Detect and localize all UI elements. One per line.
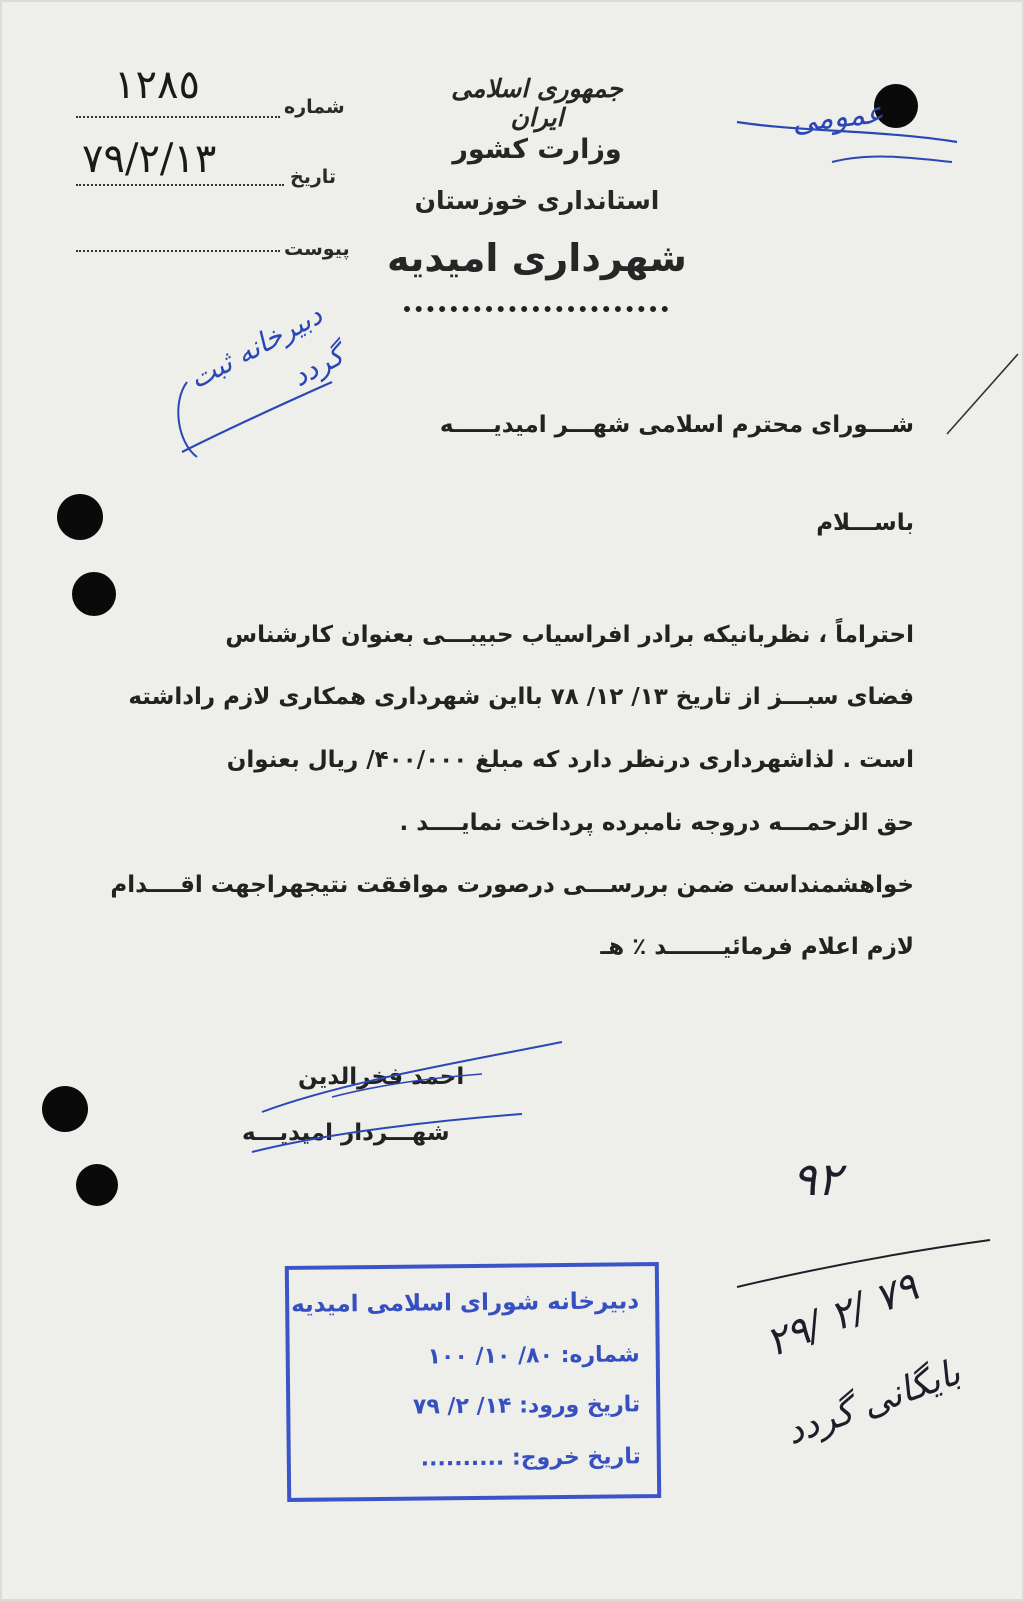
number-label: شماره [284,96,345,118]
stamp-title: دبیرخانه شورای اسلامی امیدیه [290,1288,640,1318]
annotation-archive: بایگانی گردد [780,1352,966,1453]
body-line-1: احتراماً ، نظربانیکه برادر افراسیاب حبیبـــی بعنوان کارشناس [225,622,914,648]
recipient-line: شـــورای محترم اسلامی شهـــر امیدیـــــه [439,412,914,438]
number-value: ١٢٨٥ [114,62,200,108]
body-line-5: خواهشمنداست ضمن بررســـی درصورت موافقت نتیجهراجهت اقــــدام [110,872,914,898]
pen-strokes [2,2,1022,1599]
annotation-date: ۲۹/ ۲/ ۷۹ [759,1263,925,1367]
annotation-number: ۹۲ [792,1152,842,1206]
header-republic: جمهوری اسلامی ایران [451,74,623,132]
greeting: باســـلام [816,510,914,536]
body-line-2: فضای سبـــز از تاریخ ۱۳/ ۱۲/ ۷۸ بااین شهرداری همکاری لازم راداشته [128,684,914,710]
body-line-3: است . لذاشهرداری درنظر دارد که مبلغ ۴۰۰/۰۰۰/ ریال بعنوان [226,747,914,773]
signer-title: شهـــردار امیدیـــه [242,1120,450,1146]
annotation-left-margin: دبیرخانه ثبت گردد [183,298,350,396]
header-municipality: شهرداری امیدیه [387,236,687,280]
stamp-exit-date: تاریخ خروج: .......... [420,1444,641,1472]
attachment-label: پیوست [284,238,350,260]
date-value: ٧٩/٢/١٣ [82,136,217,182]
stamp-number: شماره: ۸۰/ ۱۰/ ۱۰۰ [427,1342,640,1370]
header-province: استانداری خوزستان [414,186,660,215]
stamp-entry-date: تاریخ ورود: ۱۴/ ۲/ ۷۹ [412,1392,641,1420]
date-label: تاریخ [290,166,337,188]
header-ministry: وزارت کشور [452,134,622,165]
signer-name: احمد فخرالدین [298,1064,465,1090]
body-line-6: لازم اعلام فرمائیـــــــد ٪ هـ [600,934,914,960]
body-line-4: حق الزحمـــه دروجه نامبرده پرداخت نمایــــد . [399,810,914,836]
annotation-top-right: عمومی [790,95,886,140]
